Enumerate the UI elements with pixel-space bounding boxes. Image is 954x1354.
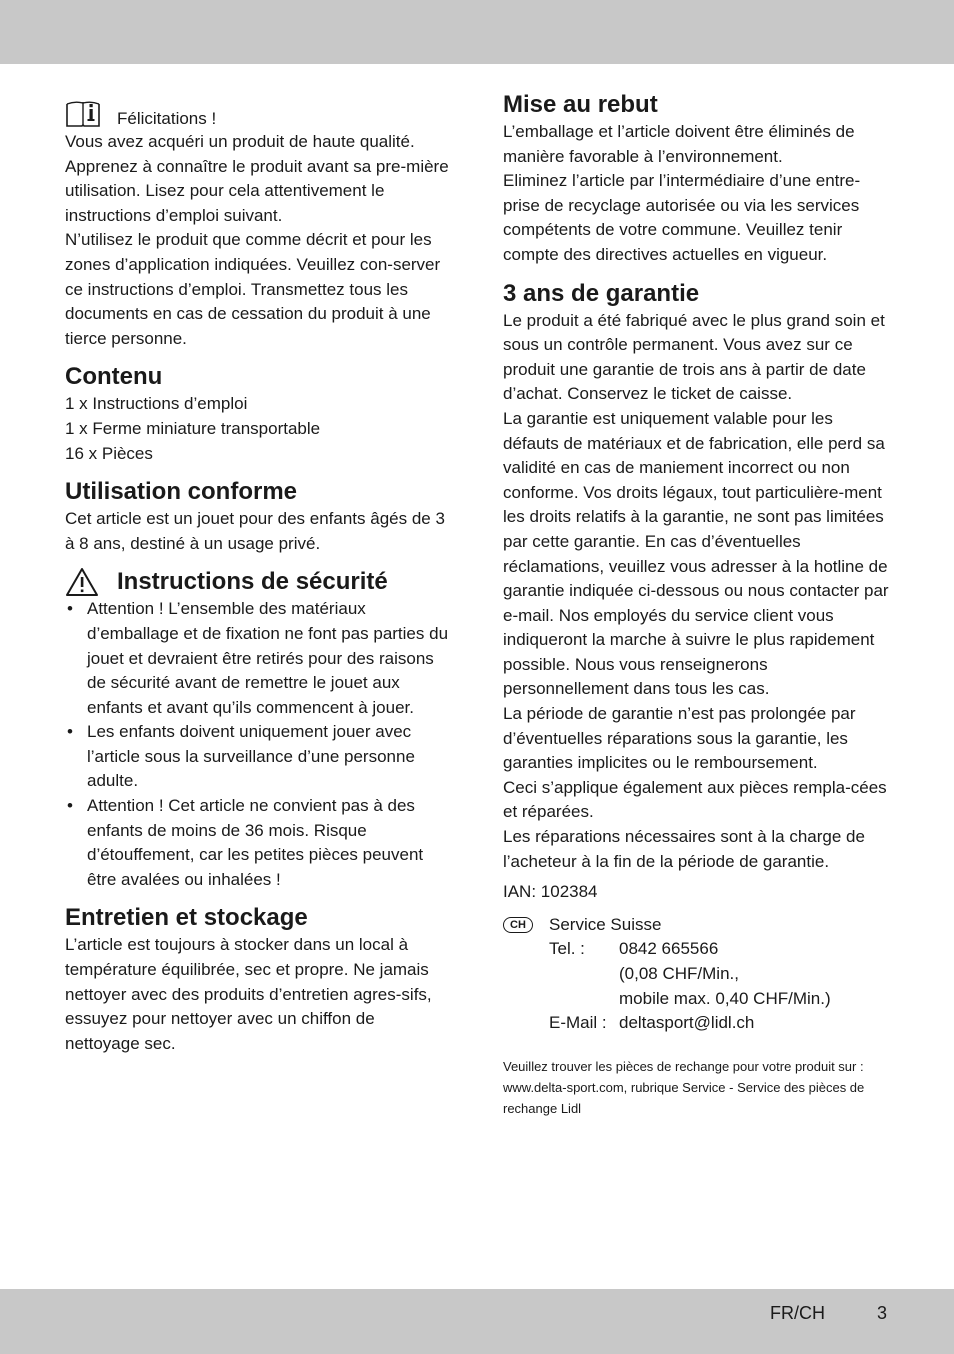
garantie-title: 3 ans de garantie	[503, 279, 700, 307]
footer-language: FR/CH	[770, 1303, 825, 1323]
tel-rate-1: (0,08 CHF/Min.,	[619, 964, 739, 983]
garantie-paragraph-4: Ceci s’applique également aux pièces rempla-cées et réparées.	[503, 777, 887, 822]
ch-country-badge: CH	[503, 917, 533, 933]
securite-heading-row	[65, 567, 450, 597]
section-utilisation	[65, 477, 450, 556]
rebut-paragraph-2: Eliminez l’article par l’intermédiaire d’une entre-prise de recyclage autorisée ou via les services compétents de votre commune. Veuillez tenir compte des directives actuelles en vigueur.	[503, 171, 861, 264]
list-item: • Attention ! L’ensemble des matériaux d’emballage et de fixation ne font pas parties du jouet et devraient être retirés pour des raisons de sécurité avant de remettre le jouet aux enfants et avant qu’ils commencent à jouer.	[65, 597, 450, 720]
right-column	[503, 90, 891, 1119]
contenu-item: 16 x Pièces	[65, 443, 153, 463]
entretien-title: Entretien et stockage	[65, 904, 308, 932]
rebut-paragraph-1: L’emballage et l’article doivent être éliminés de manière favorable à l’environnement.	[503, 122, 855, 166]
tel-number: 0842 665566	[619, 939, 719, 959]
ian-number: IAN: 102384	[503, 882, 598, 902]
email-label: E-Mail :	[549, 1013, 607, 1033]
garantie-paragraph-5: Les réparations nécessaires sont à la charge de l’acheteur à la fin de la période de garantie.	[503, 827, 865, 871]
list-item: • Les enfants doivent uniquement jouer avec l’article sous la surveillance d’une personne adulte.	[65, 720, 450, 794]
top-band	[0, 0, 954, 64]
intro-heading: Félicitations !	[117, 109, 217, 128]
contenu-title: Contenu	[65, 363, 163, 391]
intro-heading-row	[65, 90, 450, 130]
utilisation-text: Cet article est un jouet pour des enfants âgés de 3 à 8 ans, destiné à un usage privé.	[65, 509, 445, 553]
garantie-paragraph-1: Le produit a été fabriqué avec le plus grand soin et sous un contrôle permanent. Vous avez sur ce produit une garantie de trois ans à partir de date d’achat. Conservez le ticket de caisse.	[503, 310, 885, 404]
left-column	[65, 90, 450, 1056]
section-garantie	[503, 279, 891, 905]
section-rebut	[503, 90, 891, 268]
garantie-paragraph-2: La garantie est uniquement valable pour les défauts de matériaux et de fabrication, elle perd sa validité en cas de maniement incorrect ou non conforme. Vos droits légaux, tout particulière-ment les droits relatifs à la garantie, ne sont pas limitées par cette garantie. En cas d’éventuelles réclamations, veuillez vous adresser à la hotline de garantie indiquée ci-dessous ou nous contacter par e-mail. Nos employés du service client vous indiqueront la marche à suivre le plus rapidement possible. Nous vous renseignerons personnellement dans tous les cas.	[503, 408, 889, 699]
contenu-item: 1 x Instructions d’emploi	[65, 394, 248, 414]
garantie-paragraph-3: La période de garantie n’est pas prolongée par d’éventuelles réparations sous la garantie, les garanties implicites ou le remboursement.	[503, 704, 856, 773]
service-name: Service Suisse	[549, 914, 662, 934]
securite-list	[65, 597, 450, 892]
spare-parts-note: Veuillez trouver les pièces de rechange pour votre produit sur : www.delta-sport.com, rubrique Service - Service des pièces de rechange Lidl	[503, 1058, 865, 1116]
intro-paragraph-2: N’utilisez le produit que comme décrit et pour les zones d’application indiquées. Veuillez con-server ce instructions d’emploi. Transmettez tous les documents en cas de cessation du produit à une tierce personne.	[65, 230, 441, 348]
rebut-title: Mise au rebut	[503, 91, 658, 118]
section-securite	[65, 567, 450, 892]
securite-title: Instructions de sécurité	[117, 568, 388, 596]
email-address[interactable]: deltasport@lidl.ch	[619, 1013, 755, 1033]
list-item: • Attention ! Cet article ne convient pas à des enfants de moins de 36 mois. Risque d’étouffement, car les petites pièces peuvent être avalées ou inhalées !	[65, 794, 450, 892]
utilisation-title: Utilisation conforme	[65, 478, 298, 506]
warning-triangle-icon	[65, 567, 99, 597]
contenu-item: 1 x Ferme miniature transportable	[65, 418, 321, 438]
section-entretien	[65, 903, 450, 1056]
info-book-icon	[65, 98, 101, 128]
service-contact	[503, 913, 891, 1036]
tel-rate-2: mobile max. 0,40 CHF/Min.)	[619, 988, 831, 1008]
tel-label: Tel. :	[549, 939, 585, 959]
entretien-text: L’article est toujours à stocker dans un local à température équilibrée, sec et propre. Ne jamais nettoyer avec des produits d’entretien agres-sifs, essuyez pour nettoyer avec un chiffon de nettoyage sec.	[65, 935, 432, 1053]
page-number: 3	[877, 1303, 888, 1323]
section-contenu	[65, 362, 450, 466]
intro-paragraph-1: Vous avez acquéri un produit de haute qualité. Apprenez à connaître le produit avant sa pre-mière utilisation. Lisez pour cela attentivement le instructions d’emploi suivant.	[65, 132, 449, 225]
